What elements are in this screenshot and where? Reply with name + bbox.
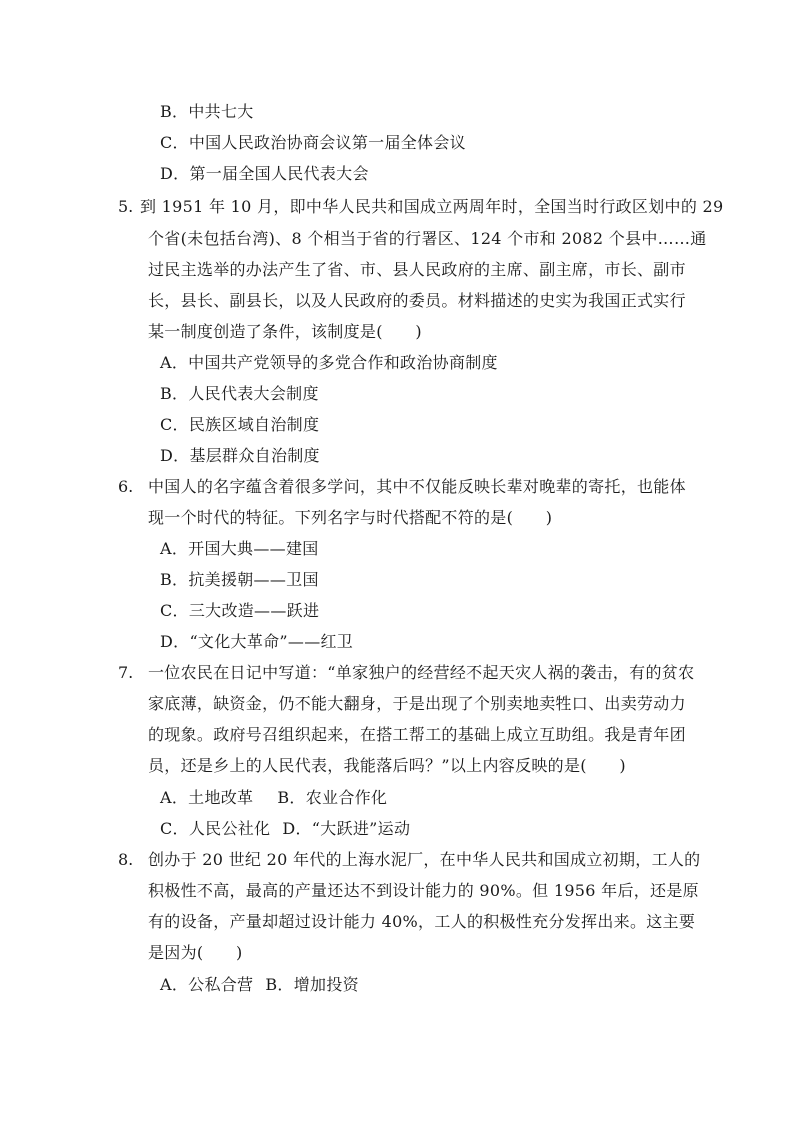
option-text: 增加投资 [293,975,359,994]
q5-line-5: 某一制度创造了条件，该制度是( ) [148,322,422,341]
option-text: 土地改革 [188,788,254,807]
q4-option-b [160,101,254,123]
q5-option-b [160,383,319,405]
option-text: 中国共产党领导的多党合作和政治协商制度 [188,353,498,372]
option-letter: B． [160,102,189,121]
option-letter: D． [282,819,312,838]
q4-option-c [160,132,466,154]
q6-option-b [160,569,319,591]
option-letter: D． [160,446,190,465]
q8-number: 8. [118,850,134,869]
q7-number: 7. [118,663,134,682]
q6-option-a [160,538,319,560]
option-text: “文化大革命”——红卫 [189,632,354,651]
option-letter: C． [160,601,189,620]
q7-option-b [277,788,387,807]
q8-options-row-1 [160,974,359,996]
q7-options-row-1 [160,787,387,809]
option-letter: A． [160,788,189,807]
option-text: “大跃进”运动 [311,819,411,838]
option-text: 开国大典——建国 [188,539,319,558]
option-letter: D． [160,164,190,183]
q5-option-d [160,445,320,467]
q5-option-a [160,352,498,374]
q7-option-a [160,788,253,807]
option-text: 三大改造——跃进 [188,601,320,620]
q7-options-row-2 [160,818,410,840]
option-letter: C． [160,819,189,838]
q6-line-2: 现一个时代的特征。下列名字与时代搭配不符的是( ) [148,508,553,527]
option-letter: D． [160,632,190,651]
option-letter: B． [265,975,294,994]
option-text: 民族区域自治制度 [188,415,320,434]
q6-option-d [160,631,353,653]
q5-line-2: 个省(未包括台湾)、8 个相当于省的行署区、124 个市和 2082 个县中……通 [148,229,707,248]
q4-option-d [160,163,369,185]
option-letter: A． [160,353,189,372]
q7-line-3: 的现象。政府号召组织起来，在搭工帮工的基础上成立互助组。我是青年团 [148,725,686,744]
option-text: 抗美援朝——卫国 [188,570,319,589]
option-text: 第一届全国人民代表大会 [189,164,369,183]
q8-option-a [160,975,253,994]
q8-line-1: 创办于 20 世纪 20 年代的上海水泥厂，在中华人民共和国成立初期，工人的 [148,850,701,869]
option-letter: A． [160,975,189,994]
option-text: 基层群众自治制度 [189,446,320,465]
q8-line-3: 有的设备，产量却超过设计能力 40%，工人的积极性充分发挥出来。这主要 [148,912,696,931]
q8-line-4: 是因为( ) [148,943,243,962]
q7-line-4: 员，还是乡上的人民代表，我能落后吗？”以上内容反映的是( ) [148,756,626,775]
option-letter: A． [160,539,189,558]
option-text: 中国人民政治协商会议第一届全体会议 [188,133,466,152]
option-letter: C． [160,133,189,152]
option-text: 公私合营 [188,975,254,994]
option-text: 人民公社化 [188,819,271,838]
option-letter: B． [160,570,189,589]
q5-line-4: 长，县长、副县长，以及人民政府的委员。材料描述的史实为我国正式实行 [148,291,686,310]
q5-number: 5. [118,197,134,216]
q7-option-c [160,819,270,838]
q7-line-2: 家底薄，缺资金，仍不能大翻身，于是出现了个别卖地卖牲口、出卖劳动力 [148,694,686,713]
q6-option-c [160,600,319,622]
option-letter: B． [277,788,306,807]
q8-option-b [265,975,359,994]
option-text: 农业合作化 [305,788,388,807]
option-text: 中共七大 [188,102,254,121]
q6-line-1: 中国人的名字蕴含着很多学问，其中不仅能反映长辈对晚辈的寄托，也能体 [148,477,686,496]
q8-line-2: 积极性不高，最高的产量还达不到设计能力的 90%。但 1956 年后，还是原 [148,881,699,900]
option-letter: C． [160,415,189,434]
q5-line-3: 过民主选举的办法产生了省、市、县人民政府的主席、副主席，市长、副市 [148,260,686,279]
q7-option-d [282,819,410,838]
option-text: 人民代表大会制度 [188,384,319,403]
option-letter: B． [160,384,189,403]
q7-line-1: 一位农民在日记中写道：“单家独户的经营经不起天灾人祸的袭击，有的贫农 [148,663,695,682]
q6-number: 6. [118,477,134,496]
q5-option-c [160,414,319,436]
q5-line-1: 到 1951 年 10 月，即中华人民共和国成立两周年时，全国当时行政区划中的 29 [140,197,724,216]
